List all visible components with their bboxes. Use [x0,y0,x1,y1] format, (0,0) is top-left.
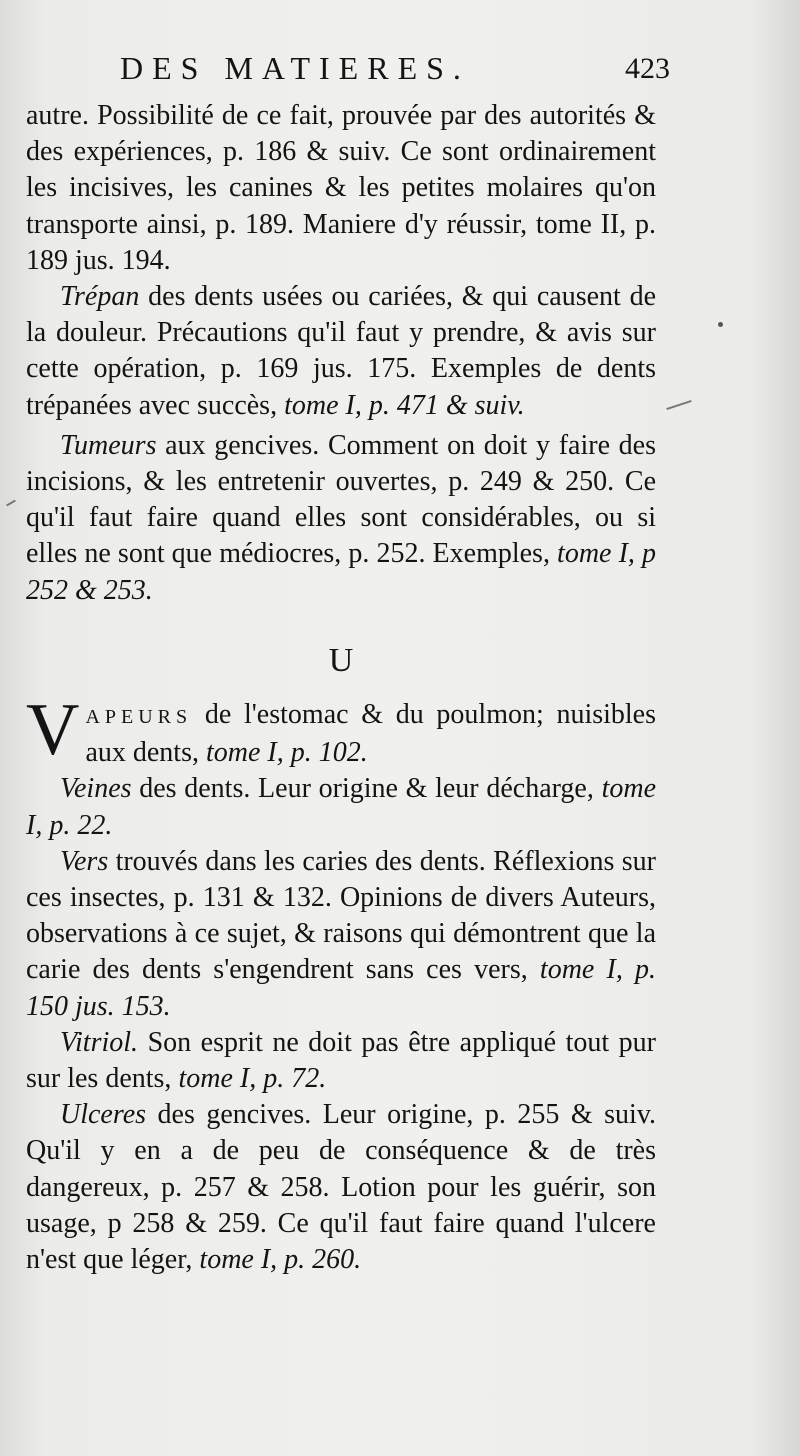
entry-text: trouvés dans les caries des dents. Réflexions sur ces insectes, p. 131 & 132. Opinions de divers Auteurs, observations à ce sujet, & raisons qui démontrent que la carie des dents s'engendrent sans ces vers, [26,845,656,986]
page-header [110,50,670,94]
entry-headword: Vers [60,845,109,877]
page-number: 423 [625,52,670,85]
entry-headword: Veines [60,773,132,805]
entry-text: Son esprit ne doit pas être appliqué tout pur sur les dents, [26,1026,656,1095]
running-title: DES MATIERES. [120,50,470,86]
index-body [26,98,656,1278]
index-entry-veines [26,771,656,843]
entry-headword: Tumeurs [60,429,157,461]
ink-stroke [6,500,16,507]
index-entry-ulceres [26,1097,656,1278]
entry-headword: Ulceres [60,1099,147,1131]
index-entry-trepan [26,279,656,424]
index-entry-vers [26,844,656,1025]
ink-stroke [666,400,691,410]
ink-speck [718,322,723,327]
entry-headword-smallcaps: APEURS [85,706,193,729]
entry-text: autre. Possibilité de ce fait, prouvée par des autorités & des expériences, p. 186 & suiv. Ce sont ordinairement les incisives, les canines & les petites molaires qu'on transporte ainsi, p. 189. Maniere d'y réussir, tome II, p. 189 jus. 194. [26,100,656,276]
entry-reference: tome I, p. 22. [26,773,657,841]
index-entry-vapeurs [26,689,657,772]
entry-text: des gencives. Leur origine, p. 255 & suiv. Qu'il y en a de peu de conséquence & de très dangereux, p. 257 & 258. Lotion pour les guérir, son usage, p 258 & 259. Ce qu'il faut faire quand l'ulcere n'est que léger, [26,1099,656,1276]
entry-reference: tome I, p 252 & 253. [26,538,656,606]
entry-text: de l'estomac & du poulmon; nuisibles aux dents, [85,699,657,769]
entry-text: des dents usées ou cariées, & qui causent de la douleur. Précautions qu'il faut y prendre, & avis sur cette opération, p. 169 jus. 175. Exemples de dents trépanées avec succès, [26,281,657,421]
entry-headword: Vitriol. [60,1026,139,1058]
index-entry-vitriol [26,1025,656,1097]
entry-reference: tome I, p. 471 & suiv. [284,389,525,421]
entry-text: aux gencives. Comment on doit y faire des incisions, & les entretenir ouvertes, p. 249 & 250. Ce qu'il faut faire quand elles sont considérables, ou si elles ne sont que médiocres, p. 252. Exemples, [26,429,657,570]
index-entry-tumeurs [26,428,656,609]
section-letter: U [328,641,354,679]
entry-reference: tome I, p. 102. [205,737,368,769]
drop-capital: V [26,689,80,772]
entry-reference: tome I, p. 150 jus. 153. [26,954,657,1022]
entry-headword: Trépan [60,281,140,313]
entry-reference: tome I, p. 260. [199,1244,362,1276]
entry-reference: tome I, p. 72. [178,1063,327,1095]
entry-text: des dents. Leur origine & leur décharge, [139,773,594,805]
index-entry-continuation [26,98,656,279]
